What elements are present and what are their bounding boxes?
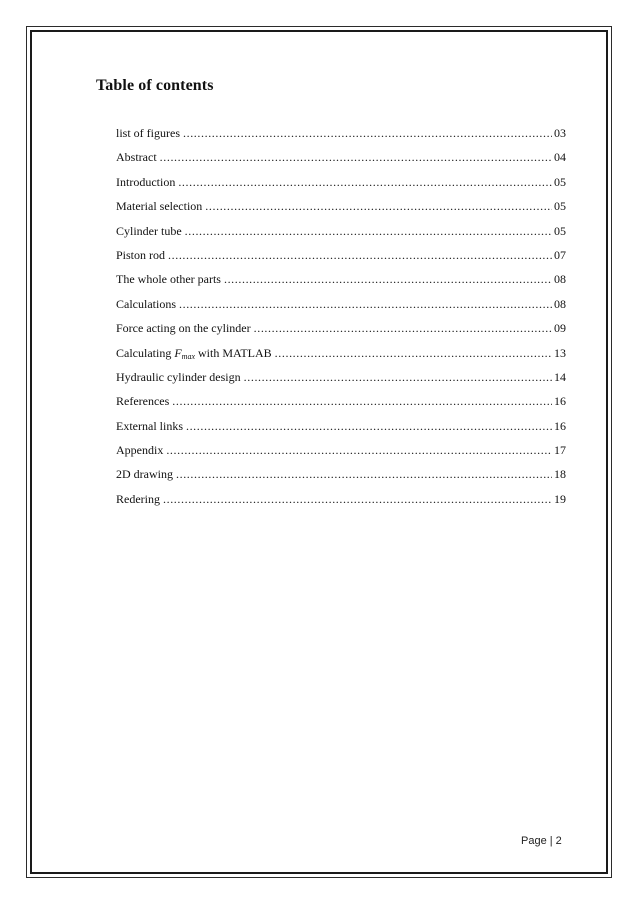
toc-page-number: 14	[554, 369, 566, 384]
toc-dot-leader	[179, 297, 552, 312]
toc-entry-label: References	[116, 394, 170, 409]
toc-entry-force-acting[interactable]	[116, 321, 566, 345]
toc-dot-leader	[244, 370, 552, 385]
toc-dot-leader	[185, 224, 552, 239]
page-footer: Page | 2	[521, 835, 562, 847]
toc-dot-leader	[176, 467, 552, 482]
toc-entry-label: Introduction	[116, 174, 176, 189]
toc-entry-material-selection[interactable]	[116, 199, 566, 223]
toc-entry-redering[interactable]	[116, 492, 566, 516]
toc-page-number: 13	[554, 345, 566, 360]
toc-page-number: 07	[554, 247, 566, 262]
toc-label-prefix: Calculating	[116, 345, 172, 360]
toc-page-number: 08	[554, 296, 566, 311]
toc-entry-label	[116, 346, 275, 361]
toc-entry-appendix[interactable]	[116, 443, 566, 467]
fmax-math-symbol	[174, 346, 195, 360]
toc-dot-leader	[275, 346, 552, 361]
toc-dot-leader	[163, 492, 552, 507]
toc-dot-leader	[186, 419, 552, 434]
toc-entry-label: 2D drawing	[116, 467, 173, 482]
toc-page-number: 05	[554, 199, 566, 214]
toc-entry-label: External links	[116, 418, 183, 433]
toc-page-number: 16	[554, 418, 566, 433]
toc-entry-label: Piston rod	[116, 247, 166, 262]
toc-page-number: 05	[554, 174, 566, 189]
toc-page-number: 04	[554, 150, 566, 165]
toc-dot-leader	[224, 272, 552, 287]
toc-page-number: 05	[554, 223, 566, 238]
toc-entry-label: Force acting on the cylinder	[116, 321, 251, 336]
toc-page-number: 08	[554, 272, 566, 287]
toc-entry-abstract[interactable]	[116, 150, 566, 174]
table-of-contents	[116, 126, 566, 516]
toc-dot-leader	[205, 199, 552, 214]
toc-entry-label: The whole other parts	[116, 272, 221, 287]
toc-entry-calculations[interactable]	[116, 297, 566, 321]
toc-entry-label: Material selection	[116, 199, 203, 214]
toc-dot-leader	[160, 150, 552, 165]
toc-entry-hydraulic-cylinder-design[interactable]	[116, 370, 566, 394]
math-subscript: max	[181, 351, 195, 361]
toc-entry-label: Calculations	[116, 296, 176, 311]
toc-entry-references[interactable]	[116, 394, 566, 418]
toc-dot-leader	[166, 443, 552, 458]
toc-dot-leader	[172, 394, 552, 409]
toc-page-number: 16	[554, 394, 566, 409]
toc-entry-external-links[interactable]	[116, 419, 566, 443]
toc-page-number: 03	[554, 126, 566, 140]
toc-entry-label: Cylinder tube	[116, 223, 182, 238]
toc-page-number: 19	[554, 491, 566, 506]
toc-page-number: 17	[554, 443, 566, 458]
toc-entry-list-of-figures[interactable]	[116, 126, 566, 150]
toc-dot-leader	[183, 126, 552, 141]
toc-entry-label: Appendix	[116, 443, 164, 458]
toc-entry-calculating-fmax[interactable]	[116, 346, 566, 370]
toc-entry-label: Abstract	[116, 150, 157, 165]
toc-entry-other-parts[interactable]	[116, 272, 566, 296]
math-base: F	[174, 345, 182, 360]
page-title: Table of contents	[96, 77, 214, 94]
toc-dot-leader	[178, 175, 552, 190]
toc-entry-label: list of figures	[116, 126, 180, 140]
toc-label-suffix: with MATLAB	[198, 345, 272, 360]
toc-page-number: 09	[554, 321, 566, 336]
toc-entry-label: Hydraulic cylinder design	[116, 369, 241, 384]
toc-entry-cylinder-tube[interactable]	[116, 224, 566, 248]
toc-entry-label: Redering	[116, 491, 160, 506]
toc-dot-leader	[168, 248, 552, 263]
toc-page-number: 18	[554, 467, 566, 482]
toc-entry-2d-drawing[interactable]	[116, 467, 566, 491]
toc-entry-piston-rod[interactable]	[116, 248, 566, 272]
toc-entry-introduction[interactable]	[116, 175, 566, 199]
toc-dot-leader	[254, 321, 552, 336]
